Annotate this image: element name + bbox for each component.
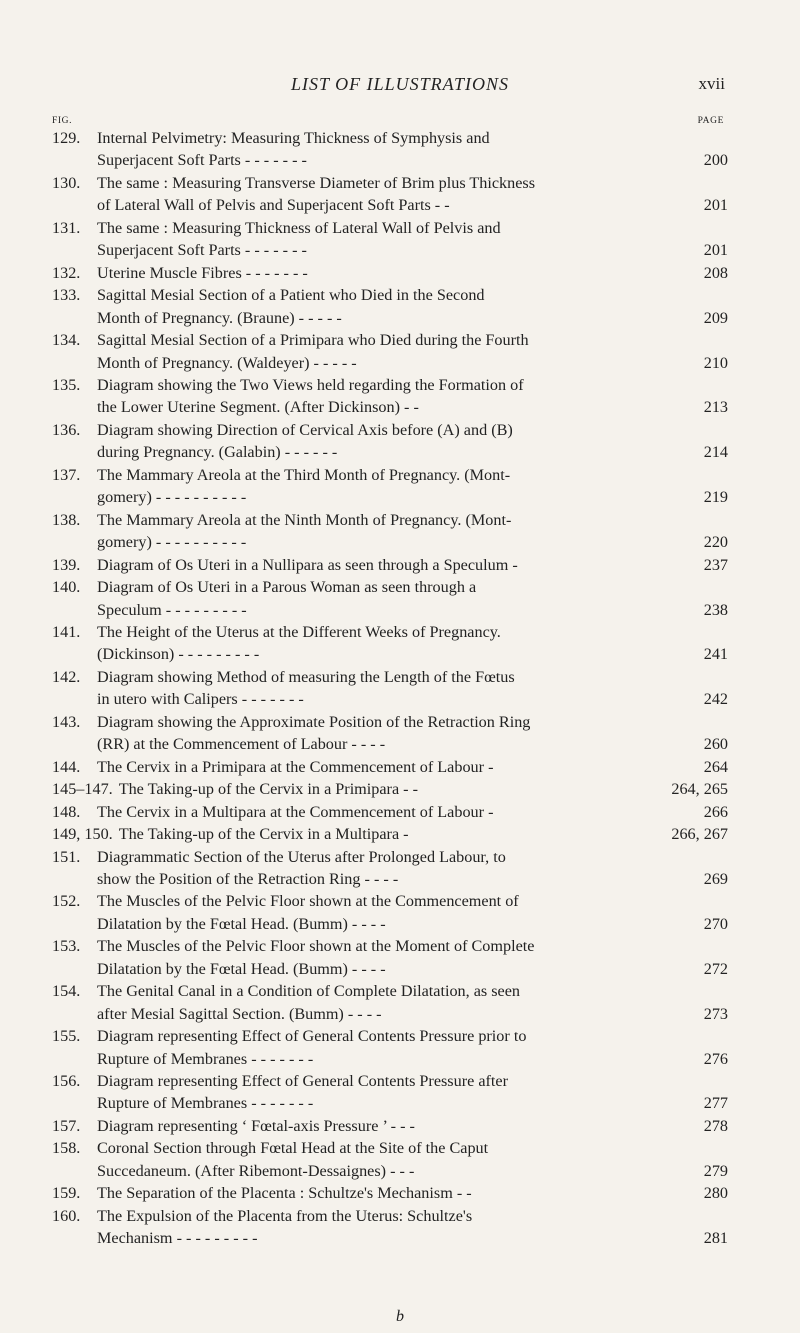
- entry-title: Internal Pelvimetry: Measuring Thickness of Symphysis and: [97, 129, 490, 147]
- entry-line: [52, 1070, 728, 1092]
- figure-number: 131.: [52, 218, 81, 237]
- illustration-entry: [52, 980, 728, 1025]
- illustration-entry: [52, 262, 728, 284]
- figure-number: 134.: [52, 331, 81, 350]
- entry-line: [52, 284, 728, 306]
- illustration-entry: [52, 172, 728, 217]
- figure-number: 136.: [52, 420, 81, 439]
- illustration-entry: [52, 284, 728, 329]
- illustration-entry: [52, 464, 728, 509]
- entry-continuation: (RR) at the Commencement of Labour - - - -: [97, 735, 386, 754]
- page-number: 280: [703, 1184, 728, 1203]
- page-number: 276: [703, 1049, 728, 1068]
- entry-line: [52, 464, 728, 486]
- entry-continuation: the Lower Uterine Segment. (After Dickinson) - -: [97, 398, 419, 417]
- figure-number: 142.: [52, 667, 81, 686]
- page-number: 200: [703, 151, 728, 170]
- entry-title: Diagram representing Effect of General Contents Pressure prior to: [97, 1027, 527, 1046]
- page-number: 220: [703, 533, 728, 552]
- figure-number: 144.: [52, 757, 81, 776]
- figure-number: 155.: [52, 1027, 81, 1046]
- illustration-entry: [52, 846, 728, 891]
- entry-title: Diagrammatic Section of the Uterus after Prolonged Labour, to: [97, 847, 506, 866]
- page-number: 269: [703, 869, 728, 888]
- illustration-entry: [52, 374, 728, 419]
- entry-continuation: gomery) - - - - - - - - - -: [97, 533, 247, 552]
- entry-continuation: Superjacent Soft Parts - - - - - - -: [97, 241, 307, 260]
- page-number: 264, 265: [671, 780, 728, 799]
- entry-title: Diagram of Os Uteri in a Nullipara as seen through a Speculum -: [97, 555, 518, 574]
- entry-title: Diagram showing the Two Views held regarding the Formation of: [97, 375, 524, 394]
- figure-number: 143.: [52, 712, 81, 731]
- entry-title: The Mammary Areola at the Third Month of Pregnancy. (Mont-: [97, 465, 511, 484]
- entry-title: The same : Measuring Thickness of Lateral Wall of Pelvis and: [97, 218, 501, 237]
- entry-continuation: Month of Pregnancy. (Braune) - - - - -: [97, 308, 342, 327]
- illustration-entry: [52, 621, 728, 666]
- entry-line: [52, 756, 728, 778]
- entry-line: [52, 621, 728, 643]
- entry-line: [52, 711, 728, 733]
- entry-title: The Taking-up of the Cervix in a Primipara - -: [118, 780, 419, 799]
- page-number: 210: [703, 353, 728, 372]
- figure-number: 151.: [52, 847, 81, 866]
- page-column-heading: PAGE: [697, 116, 724, 126]
- entry-continuation: Rupture of Membranes - - - - - - -: [97, 1049, 314, 1068]
- figure-number: 157.: [52, 1116, 81, 1135]
- figure-number: 152.: [52, 892, 81, 911]
- figure-number: 138.: [52, 510, 81, 529]
- figure-number: 137.: [52, 465, 81, 484]
- page-number: 213: [703, 398, 728, 417]
- illustration-entry: [52, 778, 728, 800]
- page-number: 241: [703, 645, 728, 664]
- entry-continuation: (Dickinson) - - - - - - - - -: [97, 645, 260, 664]
- illustration-entry: [52, 329, 728, 374]
- page-number: 281: [703, 1229, 728, 1248]
- entry-continuation: in utero with Calipers - - - - - - -: [97, 690, 304, 709]
- illustration-entry: [52, 666, 728, 711]
- entry-title: The Muscles of the Pelvic Floor shown at the Moment of Complete: [97, 937, 535, 956]
- entry-line: [52, 846, 728, 868]
- figure-number: 130.: [52, 173, 81, 192]
- illustration-entry: [52, 823, 728, 845]
- entry-continuation: Month of Pregnancy. (Waldeyer) - - - - -: [97, 353, 357, 372]
- illustration-entry: [52, 1070, 728, 1115]
- entry-line: [52, 980, 728, 1002]
- entry-continuation: of Lateral Wall of Pelvis and Superjacent Soft Parts - -: [97, 196, 450, 215]
- entry-line: [52, 1025, 728, 1047]
- entry-line: [52, 666, 728, 688]
- page-number: 208: [703, 263, 728, 282]
- entry-title: Sagittal Mesial Section of a Patient who Died in the Second: [97, 286, 485, 305]
- illustration-entry: [52, 576, 728, 621]
- entry-title: Coronal Section through Fœtal Head at the Site of the Caput: [97, 1139, 489, 1158]
- illustration-entry: [52, 890, 728, 935]
- entry-continuation: Rupture of Membranes - - - - - - -: [97, 1094, 314, 1113]
- figure-number: 132.: [52, 263, 81, 282]
- figure-number: 154.: [52, 982, 81, 1001]
- entry-line: [52, 1115, 728, 1137]
- entry-line: [52, 509, 728, 531]
- entry-line: [52, 1205, 728, 1227]
- figure-number: 145–147.: [52, 780, 113, 799]
- figure-number: 139.: [52, 555, 81, 574]
- entry-line: [52, 262, 728, 284]
- entry-continuation: after Mesial Sagittal Section. (Bumm) - - - -: [97, 1004, 382, 1023]
- entry-line: [52, 1182, 728, 1204]
- figure-number: 148.: [52, 802, 81, 821]
- entry-line: [52, 778, 728, 800]
- fig-column-heading: FIG.: [52, 116, 73, 126]
- illustration-entry: [52, 419, 728, 464]
- entry-continuation: Dilatation by the Fœtal Head. (Bumm) - - - -: [97, 959, 386, 978]
- page-number: 279: [703, 1161, 728, 1180]
- entry-line: [52, 127, 728, 149]
- entry-title: Diagram showing Direction of Cervical Axis before (A) and (B): [97, 420, 513, 439]
- illustration-entry: [52, 801, 728, 823]
- illustration-entry: [52, 1025, 728, 1070]
- figure-number: 133.: [52, 286, 81, 305]
- page-number: 266: [703, 802, 728, 821]
- signature-mark: b: [396, 1308, 404, 1325]
- illustration-entry: [52, 756, 728, 778]
- running-title: LIST OF ILLUSTRATIONS: [290, 74, 510, 94]
- page-number: 237: [703, 555, 728, 574]
- entry-line: [52, 890, 728, 912]
- illustration-entry: [52, 1205, 728, 1250]
- entry-continuation: Succedaneum. (After Ribemont-Dessaignes) - - -: [97, 1161, 415, 1180]
- entry-line: [52, 576, 728, 598]
- entry-title: Diagram of Os Uteri in a Parous Woman as seen through a: [97, 578, 477, 597]
- figure-number: 153.: [52, 937, 81, 956]
- figure-number: 135.: [52, 375, 81, 394]
- illustration-entry: [52, 554, 728, 576]
- entry-line: [52, 172, 728, 194]
- entry-line: [52, 329, 728, 351]
- figure-number: 140.: [52, 578, 81, 597]
- entry-title: The Cervix in a Multipara at the Commencement of Labour -: [97, 802, 494, 821]
- entry-line: [52, 554, 728, 576]
- page-number: 238: [703, 600, 728, 619]
- illustration-entry: [52, 217, 728, 262]
- entry-title: The Mammary Areola at the Ninth Month of Pregnancy. (Mont-: [97, 510, 512, 529]
- page-number: 266, 267: [671, 825, 728, 844]
- figure-number: 158.: [52, 1139, 81, 1158]
- page-number: 277: [703, 1094, 728, 1113]
- illustration-entry: [52, 1137, 728, 1182]
- entry-title: The same : Measuring Transverse Diameter of Brim plus Thickness: [97, 173, 536, 192]
- page-number: 201: [703, 196, 728, 215]
- entry-title: Sagittal Mesial Section of a Primipara who Died during the Fourth: [97, 331, 529, 350]
- entry-continuation: Superjacent Soft Parts - - - - - - -: [97, 151, 307, 170]
- entry-continuation: Mechanism - - - - - - - - -: [97, 1229, 258, 1248]
- entry-continuation: Dilatation by the Fœtal Head. (Bumm) - - - -: [97, 914, 386, 933]
- entry-title: The Expulsion of the Placenta from the Uterus: Schultze's: [97, 1206, 473, 1225]
- entry-title: The Muscles of the Pelvic Floor shown at the Commencement of: [97, 892, 519, 911]
- page-folio: xvii: [698, 74, 725, 93]
- page-number: 214: [703, 443, 728, 462]
- illustration-entry: [52, 711, 728, 756]
- page-number: 201: [703, 241, 728, 260]
- entry-line: [52, 935, 728, 957]
- entry-line: [52, 801, 728, 823]
- entry-title: Diagram representing Effect of General Contents Pressure after: [97, 1072, 508, 1091]
- page-number: 278: [703, 1116, 728, 1135]
- entry-line: [52, 374, 728, 396]
- page-number: 219: [703, 488, 728, 507]
- illustration-entry: [52, 935, 728, 980]
- entry-title: The Genital Canal in a Condition of Complete Dilatation, as seen: [97, 982, 521, 1001]
- page-number: 264: [703, 757, 728, 776]
- entry-title: Diagram representing ‘ Fœtal-axis Pressure ’ - - -: [97, 1116, 415, 1135]
- figure-number: 160.: [52, 1206, 81, 1225]
- entry-line: [52, 823, 728, 845]
- entry-line: [52, 419, 728, 441]
- figure-number: 159.: [52, 1184, 81, 1203]
- entry-continuation: Speculum - - - - - - - - -: [97, 600, 247, 619]
- entry-continuation: gomery) - - - - - - - - - -: [97, 488, 247, 507]
- page-number: 242: [703, 690, 728, 709]
- figure-number: 129.: [52, 129, 81, 147]
- figure-number: 156.: [52, 1072, 81, 1091]
- page-number: 209: [703, 308, 728, 327]
- illustration-entry: [52, 1182, 728, 1204]
- entry-title: The Separation of the Placenta : Schultze's Mechanism - -: [97, 1184, 472, 1203]
- entry-title: Uterine Muscle Fibres - - - - - - -: [97, 263, 308, 282]
- entry-continuation: show the Position of the Retraction Ring - - - -: [97, 869, 399, 888]
- figure-number: 141.: [52, 622, 81, 641]
- page-number: 260: [703, 735, 728, 754]
- entry-continuation: during Pregnancy. (Galabin) - - - - - -: [97, 443, 338, 462]
- page-number: 270: [703, 914, 728, 933]
- entry-line: [52, 217, 728, 239]
- entry-title: The Cervix in a Primipara at the Commencement of Labour -: [97, 757, 494, 776]
- illustration-entry: [52, 127, 728, 172]
- figure-number: 149, 150.: [52, 825, 113, 844]
- entry-title: The Height of the Uterus at the Different Weeks of Pregnancy.: [97, 622, 501, 641]
- entry-line: [52, 1137, 728, 1159]
- entry-title: The Taking-up of the Cervix in a Multipara -: [118, 825, 409, 844]
- illustration-list: [52, 127, 728, 1250]
- entry-title: Diagram showing the Approximate Position of the Retraction Ring: [97, 712, 531, 731]
- illustration-entry: [52, 1115, 728, 1137]
- illustration-entry: [52, 509, 728, 554]
- page-number: 273: [703, 1004, 728, 1023]
- page-number: 272: [703, 959, 728, 978]
- entry-title: Diagram showing Method of measuring the Length of the Fœtus: [97, 667, 515, 686]
